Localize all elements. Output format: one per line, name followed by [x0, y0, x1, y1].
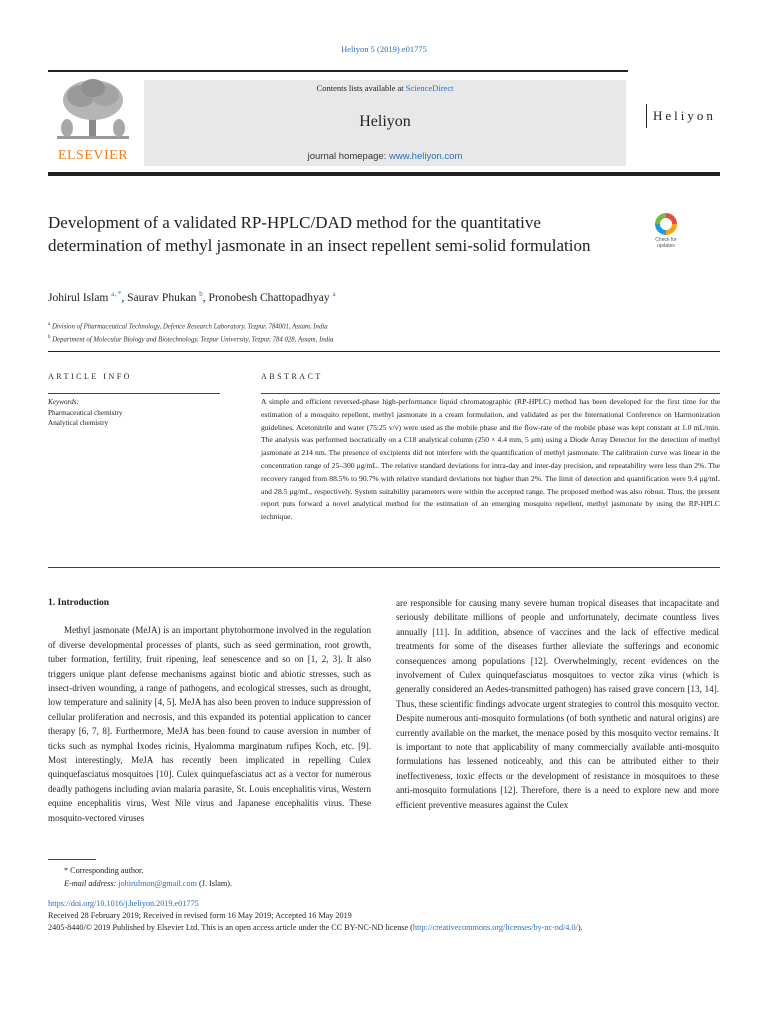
- article-info-heading: ARTICLE INFO: [48, 372, 132, 381]
- footnotes: [48, 864, 232, 890]
- license-link[interactable]: http://creativecommons.org/licenses/by-nc-nd/4.0/: [412, 923, 578, 932]
- license-prefix: 2405-8440/© 2019 Published by Elsevier Ltd. This is an open access article under the CC BY-NC-ND license (: [48, 923, 413, 932]
- affiliation-text: Division of Pharmaceutical Technology, Defence Research Laboratory, Tezpur, 784001, Assam, India: [51, 323, 328, 331]
- keywords-block: [48, 397, 122, 429]
- body-column-left: [48, 596, 371, 825]
- footnote-rule: [48, 859, 96, 860]
- article-info-rule: [48, 393, 220, 394]
- sciencedirect-link[interactable]: ScienceDirect: [405, 83, 454, 93]
- email-note: [48, 877, 232, 890]
- elsevier-tree-icon: [53, 76, 133, 144]
- heliyon-logo[interactable]: Heliyon: [646, 104, 720, 128]
- author-name[interactable]: Pronobesh Chattopadhyay: [208, 291, 330, 304]
- contents-line: [144, 83, 626, 93]
- elsevier-wordmark: ELSEVIER: [57, 148, 129, 163]
- author-name[interactable]: Johirul Islam: [48, 291, 109, 304]
- email-label: E-mail address:: [64, 879, 119, 888]
- affiliation-mark: a: [48, 322, 51, 327]
- homepage-link[interactable]: www.heliyon.com: [388, 151, 463, 162]
- intro-paragraph-2: are responsible for causing many severe human tropical diseases that incapacitate and seriously debilitate millions of people and unfortunately, decimate countless lives annually [11]. In addition, absence of vaccines and the lack of effective medical treatments for some of the diseases further alleviate the sufferings and economic consequences among populations [12]. Overwhelmingly, recent evidences on the involvement of Culex quinquefasciatus mosquitoes to vector zika virus (which is generally considered an Aedes-transmitted pathogen) has raised grave concern [13, 14]. Thus, these scientific findings advocate urgent strategies to control this mosquito vector. Despite numerous anti-mosquito formulations (of both synthetic and natural origins) are currently available on the market, the menace posed by this mosquito vector remains. It is important to note that applicability of many commercially available anti-mosquito formulations has lessened noticeably, and this can be attributed either to their ineffectiveness, toxic effects or the development of resistance in mosquitoes to these anti-mosquito formulations [12]. Therefore, there is a need to explore new and more efficient preventive measures against the Culex: [396, 598, 719, 810]
- affiliation-item: [48, 319, 333, 332]
- affiliations: [48, 319, 333, 346]
- contents-prefix: Contents lists available at: [316, 83, 406, 93]
- abstract-heading: ABSTRACT: [261, 372, 323, 381]
- author-separator: ,: [202, 291, 209, 304]
- abstract-bottom-rule: [48, 567, 720, 568]
- author-separator: ,: [121, 291, 128, 304]
- journal-banner: [144, 80, 626, 166]
- homepage-prefix: journal homepage:: [307, 151, 389, 162]
- doi-link[interactable]: https://doi.org/10.1016/j.heliyon.2019.e01775: [48, 899, 199, 908]
- check-updates-label: Check for updates: [655, 237, 677, 249]
- received-dates: Received 28 February 2019; Received in revised form 16 May 2019; Accepted 16 May 2019: [48, 911, 352, 920]
- section-heading-introduction: 1. Introduction: [48, 598, 110, 608]
- keyword-item: Pharmaceutical chemistry: [48, 408, 123, 417]
- journal-citation[interactable]: Heliyon 5 (2019) e01775: [341, 44, 427, 54]
- keyword-item: Analytical chemistry: [48, 419, 109, 427]
- check-updates-icon: [655, 213, 677, 235]
- author-list: [48, 290, 336, 304]
- homepage-line: [144, 151, 626, 162]
- affiliation-mark: b: [48, 335, 51, 341]
- license-line: [48, 922, 738, 934]
- abstract-rule: [261, 393, 720, 394]
- email-link[interactable]: johirulmon@gmail.com: [118, 879, 197, 888]
- article-footer: [48, 898, 738, 934]
- abstract-text: A simple and efficient reversed-phase high-performance liquid chromatographic (RP-HPLC) method has been developed for the first time for the estimation of a mosquito repellent, methyl jasmonate in a cream formulation, and validated as per the International Conference on Harmonization guidelines. Acetonitrile and water (75:25 v/v) were used as the mobile phase and the flow-rate of the mobile phase was kept constant at 1.0 mL/min. The analysis was performed isocratically on a C18 analytical column (250 × 4.4 mm, 5 μm) using a Diode Array Detector for the detection of methyl jasmonate at 214 nm. The presence of excipients did not interfere with the quantification of methyl jasmonate. The calibration curve was linear in the concentration range of 25–300 μg/mL. The relative standard deviations for intra-day and inter-day precision, and repeatability were less than 2%. The recovery ranged from 88.5% to 90.7% with relative standard deviations not higher than 2%. The limit of detection and quantification were 9.4 μg/mL and 28.5 μg/mL, respectively. System suitability parameters were within the accepted range. The proposed method was also robust. Thus, the present report puts forward a novel analytical method for the estimation of an emerging mosquito repellent, methyl jasmonate by using the RP-HPLC technique.: [261, 397, 720, 522]
- author-name[interactable]: Saurav Phukan: [127, 291, 197, 304]
- section-divider: [48, 351, 720, 352]
- check-for-updates-button[interactable]: [646, 213, 686, 255]
- elsevier-logo[interactable]: [48, 76, 138, 172]
- affiliation-text: Department of Molecular Biology and Biotechnology, Tezpur University, Tezpur, 784 028, Assam, India: [52, 336, 334, 344]
- affiliation-item: [48, 332, 333, 345]
- journal-name: Heliyon: [359, 113, 411, 130]
- header-rule-top: [48, 70, 628, 72]
- author-affiliation-mark[interactable]: b: [199, 290, 203, 298]
- article-title: Development of a validated RP-HPLC/DAD method for the quantitative determination of methyl jasmonate in an insect repellent semi-solid formulation: [48, 213, 591, 255]
- header-rule-bottom: [48, 172, 720, 176]
- keywords-label: Keywords:: [48, 398, 79, 406]
- author-affiliation-mark[interactable]: a, *: [111, 290, 122, 298]
- email-suffix: (J. Islam).: [197, 879, 233, 888]
- intro-paragraph-1: Methyl jasmonate (MeJA) is an important phytohormone involved in the regulation of diverse developmental processes of plants, such as seed germination, root growth, tuber formation, fertility, fruit ripening, leaf senescence and so on [1, 2, 3]. It also triggers unique plant defense mechanisms against biotic and abiotic stresses, such as insect-driven wounding, a range of pathogens, and ecological stresses, such as drought, low temperature and salinity [4, 5]. MeJA has also been proven to induce suppression of cellular proliferation and necrosis, and this expanded its potential application to cancer therapy [6, 7, 8]. Furthermore, MeJA has been found to cause aversion in number of ticks such as nymphal Ixodes ricinis, Hyalomma marginatum rufipes Koch, etc. [9]. Most interestingly, MeJA has recently been implicated in repelling Culex quinquefasciatus mosquitoes [10]. Culex quinquefasciatus act as a vector for numerous deadly pathogens including avian malaria parasite, St. Louis encephalitis virus, Western equine encephalitis virus, West Nile virus and Japanese encephalitis virus. These mosquito-vectored viruses: [48, 625, 371, 823]
- corresponding-author-note: * Corresponding author.: [64, 866, 144, 875]
- journal-header: [48, 70, 720, 174]
- license-suffix: ).: [577, 923, 583, 932]
- author-affiliation-mark[interactable]: a: [332, 290, 336, 298]
- body-column-right: [396, 596, 719, 812]
